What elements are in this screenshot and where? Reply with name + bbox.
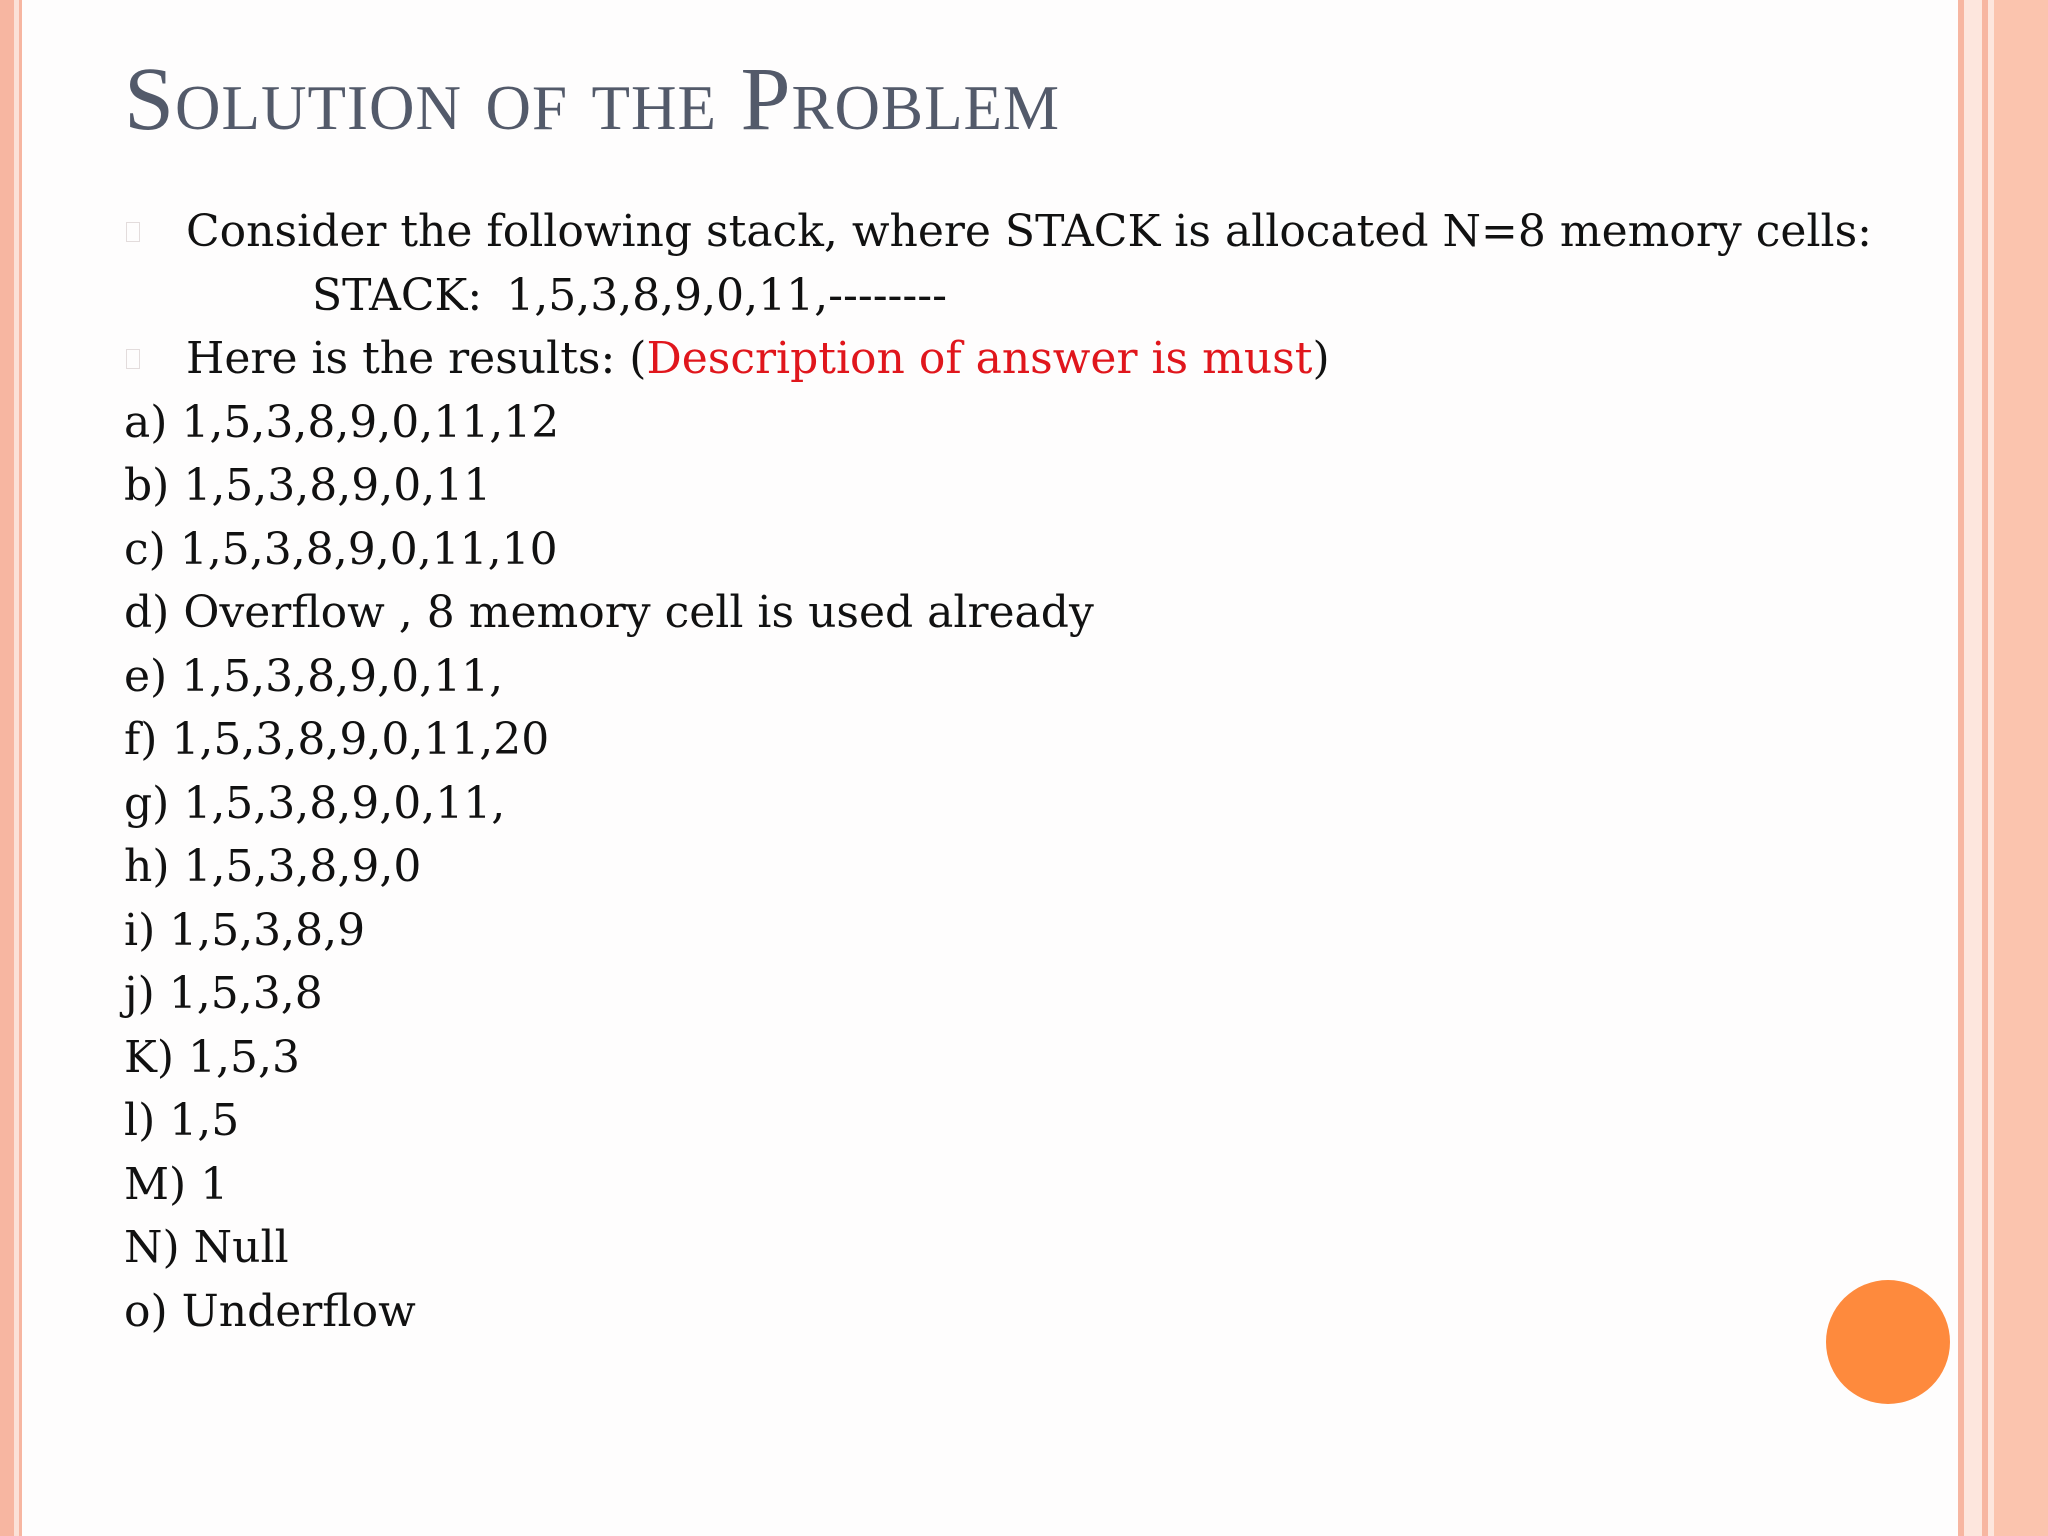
- bullet-item: [124, 327, 1924, 391]
- slide-body: [124, 200, 1924, 1343]
- bullet-text: Consider the following stack, where STACK is allocated N=8 memory cells:: [186, 206, 1872, 257]
- bullet-text-highlight: Description of answer is must: [646, 333, 1313, 384]
- answer-item: f) 1,5,3,8,9,0,11,20: [124, 714, 550, 765]
- slide-title: Solution of the Problem: [124, 50, 1061, 149]
- answer-item: N) Null: [124, 1222, 289, 1273]
- bullet-icon: [126, 349, 140, 369]
- answer-item: j) 1,5,3,8: [124, 968, 323, 1019]
- stack-values: 1,5,3,8,9,0,11,--------: [506, 269, 948, 321]
- answer-item: l) 1,5: [124, 1095, 240, 1146]
- answer-item: o) Underflow: [124, 1285, 416, 1337]
- left-border-stripe: [19, 0, 22, 1536]
- answer-item: g) 1,5,3,8,9,0,11,: [124, 777, 506, 829]
- answer-item: e) 1,5,3,8,9,0,11,: [124, 650, 504, 702]
- bullet-icon: [126, 222, 140, 242]
- answer-item: b) 1,5,3,8,9,0,11: [124, 460, 492, 511]
- stack-line: [124, 264, 1924, 328]
- stack-label: STACK:: [312, 269, 483, 321]
- answer-item: c) 1,5,3,8,9,0,11,10: [124, 523, 558, 575]
- bullet-text-suffix: ): [1312, 333, 1330, 384]
- answer-item: K) 1,5,3: [124, 1031, 300, 1083]
- answer-item: M) 1: [124, 1158, 229, 1210]
- right-border-stripe: [1994, 0, 2048, 1536]
- bullet-item: [124, 200, 1924, 264]
- answer-item: a) 1,5,3,8,9,0,11,12: [124, 396, 560, 448]
- orange-circle-decoration: [1826, 1280, 1950, 1404]
- answer-item: d) Overflow , 8 memory cell is used already: [124, 587, 1094, 638]
- answer-item: h) 1,5,3,8,9,0: [124, 841, 422, 892]
- left-border-stripe: [0, 0, 14, 1536]
- bullet-text-prefix: Here is the results: (: [186, 333, 647, 384]
- right-border-stripe: [1964, 0, 1982, 1536]
- answer-item: i) 1,5,3,8,9: [124, 904, 366, 956]
